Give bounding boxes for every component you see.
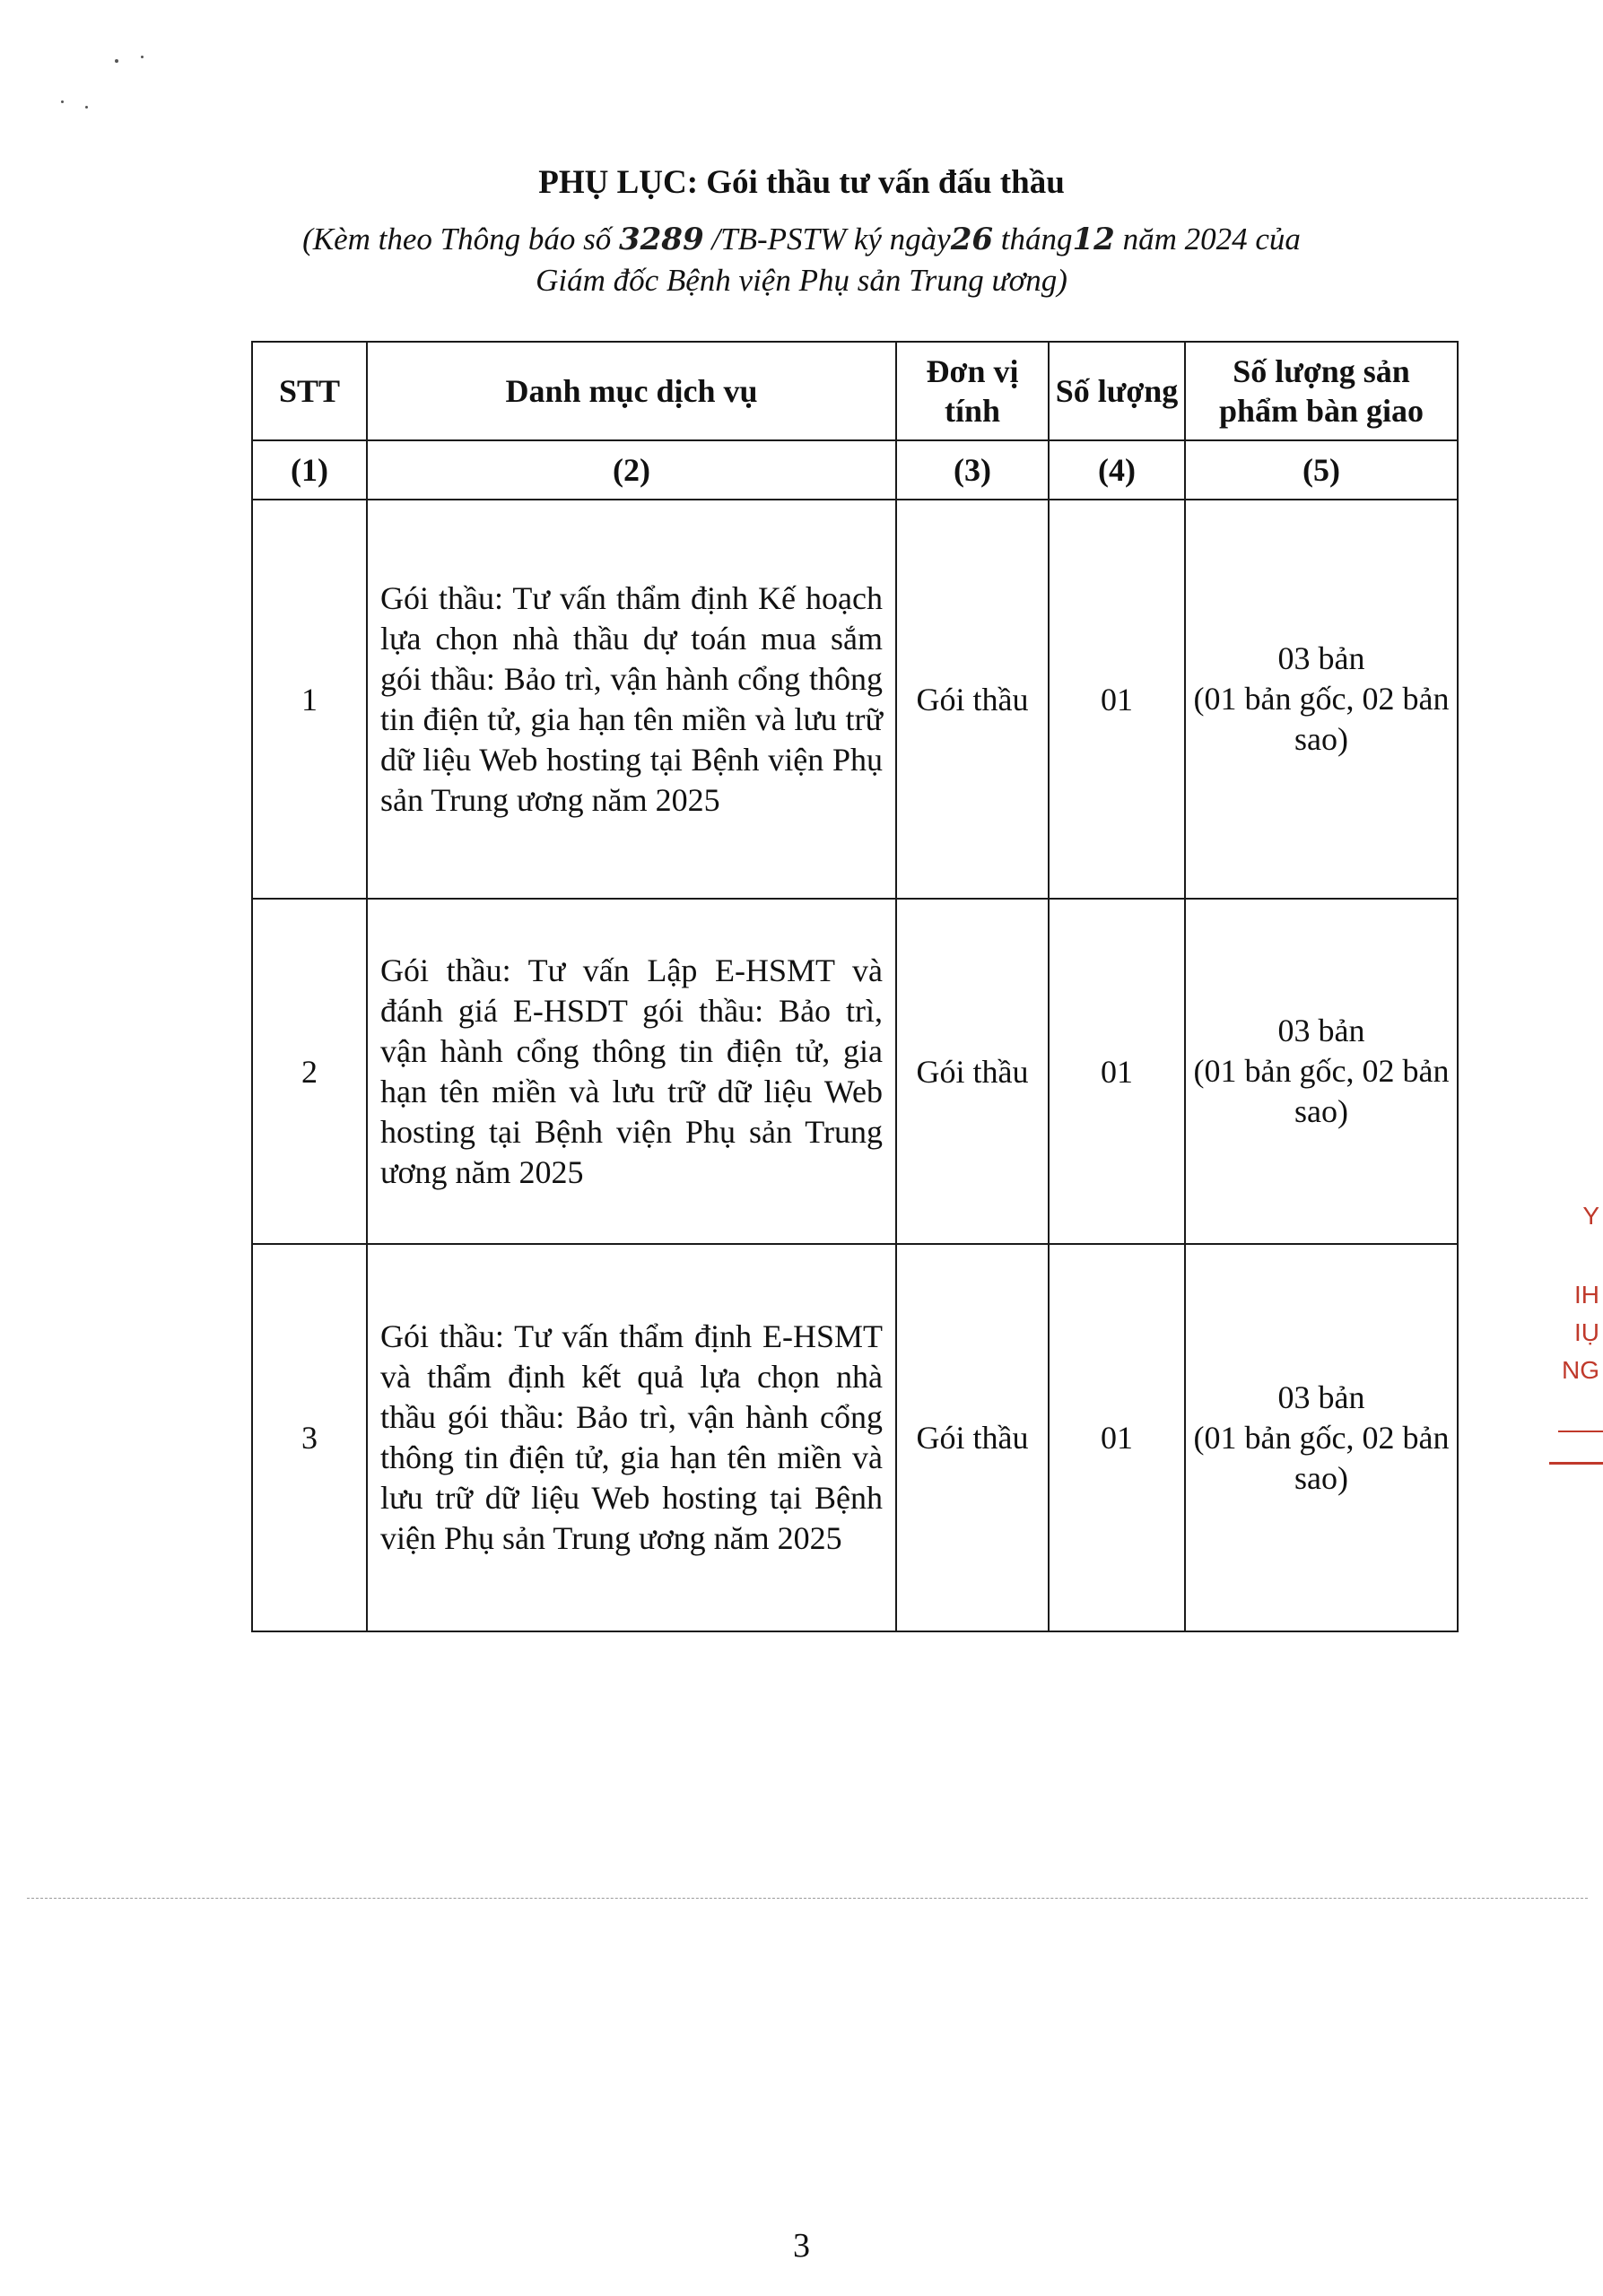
stamp-text: IH — [1574, 1281, 1599, 1309]
column-number: (4) — [1049, 440, 1185, 500]
subtitle-text: /TB-PSTW ký ngày — [703, 222, 951, 257]
table-header-row — [252, 342, 1458, 440]
handwritten-day: 26 — [950, 222, 994, 257]
header-quantity: Số lượng — [1049, 342, 1185, 440]
table-row — [252, 1244, 1458, 1631]
subtitle-line-1 — [0, 219, 1603, 260]
cell-unit: Gói thầu — [896, 500, 1049, 899]
deliverables-count: 03 bản — [1277, 640, 1365, 676]
deliverables-count: 03 bản — [1277, 1013, 1365, 1048]
cell-quantity: 01 — [1049, 1244, 1185, 1631]
header-deliverables: Số lượng sản phẩm bàn giao — [1185, 342, 1458, 440]
cell-deliverables — [1185, 899, 1458, 1244]
table-row — [252, 899, 1458, 1244]
column-number: (1) — [252, 440, 367, 500]
deliverables-detail: (01 bản gốc, 02 bản sao) — [1193, 1053, 1450, 1129]
document-title: PHỤ LỤC: Gói thầu tư vấn đấu thầu — [538, 164, 1065, 201]
services-table — [251, 341, 1459, 1632]
cell-unit: Gói thầu — [896, 1244, 1049, 1631]
column-number-row — [252, 440, 1458, 500]
deliverables-count: 03 bản — [1277, 1378, 1365, 1415]
page-number: 3 — [793, 2227, 810, 2265]
header-unit: Đơn vị tính — [896, 342, 1049, 440]
cell-service: Gói thầu: Tư vấn thẩm định E-HSMT và thẩm định kết quả lựa chọn nhà thầu gói thầu: Bảo trì, vận hành cổng thông tin điện tử, gia hạn tên miền và lưu trữ dữ liệu Web hosting tại Bệnh viện Phụ sản Trung ương năm 2025 — [367, 1244, 896, 1631]
column-number: (2) — [367, 440, 896, 500]
stamp-text: Y — [1582, 1202, 1599, 1230]
column-number: (3) — [896, 440, 1049, 500]
handwritten-month: 12 — [1072, 222, 1115, 257]
cell-unit: Gói thầu — [896, 899, 1049, 1244]
cell-deliverables — [1185, 1244, 1458, 1631]
deliverables-detail: (01 bản gốc, 02 bản sao) — [1193, 681, 1450, 757]
red-stamp-fragment — [1540, 1202, 1603, 1471]
column-number: (5) — [1185, 440, 1458, 500]
handwritten-notice-number: 3289 — [618, 222, 704, 257]
stamp-line — [1549, 1462, 1603, 1465]
subtitle-text: năm 2024 của — [1114, 222, 1301, 257]
cell-service: Gói thầu: Tư vấn thẩm định Kế hoạch lựa chọn nhà thầu dự toán mua sắm gói thầu: Bảo trì, vận hành cổng thông tin điện tử, gia hạn tên miền và lưu trữ dữ liệu Web hosting tại Bệnh viện Phụ sản Trung ương năm 2025 — [367, 500, 896, 899]
cell-stt: 1 — [252, 500, 367, 899]
subtitle-text: tháng — [993, 222, 1073, 257]
cell-quantity: 01 — [1049, 500, 1185, 899]
subtitle-text: (Kèm theo Thông báo số — [302, 222, 619, 257]
table-row — [252, 500, 1458, 899]
scan-speck — [141, 56, 144, 58]
stamp-text: IỤ — [1574, 1318, 1599, 1346]
deliverables-detail: (01 bản gốc, 02 bản sao) — [1193, 1419, 1450, 1496]
cell-stt: 2 — [252, 899, 367, 1244]
page-divider — [27, 1898, 1588, 1899]
cell-deliverables — [1185, 500, 1458, 899]
stamp-line — [1558, 1431, 1603, 1432]
scan-speck — [115, 59, 118, 63]
scan-speck — [61, 100, 64, 103]
scan-speck — [85, 106, 88, 109]
document-subtitle — [0, 219, 1603, 300]
header-service: Danh mục dịch vụ — [367, 342, 896, 440]
cell-quantity: 01 — [1049, 899, 1185, 1244]
cell-stt: 3 — [252, 1244, 367, 1631]
stamp-text: NG — [1562, 1356, 1599, 1384]
subtitle-line-2: Giám đốc Bệnh viện Phụ sản Trung ương) — [536, 263, 1067, 298]
header-stt: STT — [252, 342, 367, 440]
cell-service: Gói thầu: Tư vấn Lập E-HSMT và đánh giá E-HSDT gói thầu: Bảo trì, vận hành cổng thông tin điện tử, gia hạn tên miền và lưu trữ dữ liệu Web hosting tại Bệnh viện Phụ sản Trung ương năm 2025 — [367, 899, 896, 1244]
